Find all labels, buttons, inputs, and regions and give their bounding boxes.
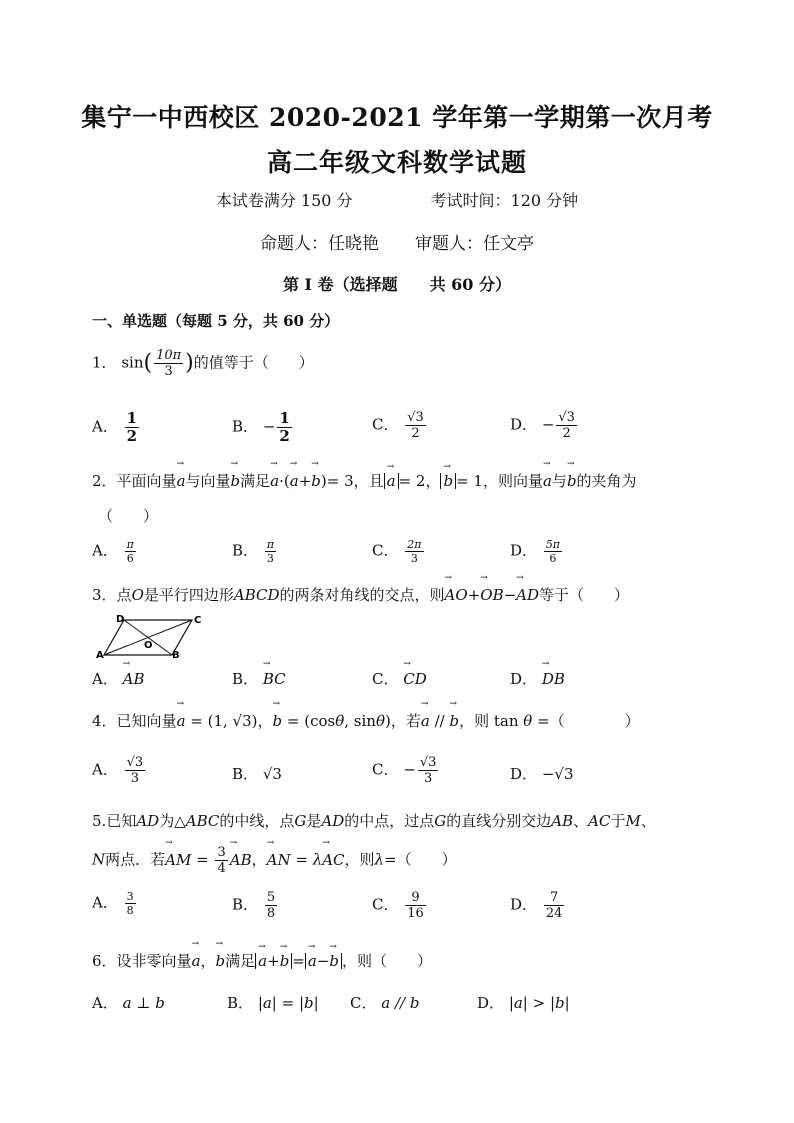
q6-option-a[interactable]: A． a ⊥ b: [92, 994, 165, 1012]
exam-time: 考试时间：120 分钟: [430, 191, 579, 210]
full-score: 本试卷满分 150 分: [215, 191, 353, 210]
question-setter: 命题人：任晓艳: [260, 234, 379, 254]
q3-option-c[interactable]: C． → CD: [372, 668, 427, 689]
q1-sin: sin: [121, 353, 144, 372]
question-3: 3．点O是平行四边形ABCD的两条对角线的交点，则→ AO+→ OB−→ AD等于（ ）: [92, 584, 629, 606]
vertex-b-label: B: [172, 650, 180, 660]
q5-option-a[interactable]: A． $\frac{3}{8}$: [92, 890, 134, 917]
q3-option-d[interactable]: D． → DB: [510, 668, 565, 689]
q4-option-c[interactable]: C． − $\frac{√3}{3}$: [372, 755, 437, 786]
exam-subtitle: 高二年级文科数学试题: [266, 148, 527, 177]
q1-option-c[interactable]: C． $\frac{√3}{2}$: [372, 410, 424, 441]
section-heading: 一、单选题（每题 5 分，共 60 分）: [92, 312, 340, 330]
question-4: 4．已知向量→ a = (1, √3)，→ b = (cosθ, sinθ)，若→ a // → b，则 tan θ =（ ）: [92, 710, 640, 732]
q2-option-b[interactable]: B． $\frac{\pi}{3}$: [232, 538, 275, 565]
question-2: 2．平面向量→ a与向量→ b满足→ a·(→ a+→ b)= 3，且→ a = 2，→ b = 1，则向量→ a与→ b的夹角为: [92, 470, 637, 492]
exam-authors: [0, 229, 794, 254]
q4-option-d[interactable]: D． −√3: [510, 765, 574, 783]
question-5: 5.已知AD为△ABC的中线，点G是AD的中点，过点G的直线分别交边AB、AC于M、: [92, 812, 656, 830]
q1-fraction: $\frac{10\pi}{3}$: [156, 348, 182, 379]
volume-heading: 第 I 卷（选择题 共 60 分）: [282, 275, 512, 294]
vertex-c-label: C: [194, 615, 202, 626]
question-5-line2: N两点．若→ AM = $\frac{3}{4}$ → AB，→ AN = λ→ AC，则λ=（ ）: [92, 845, 457, 876]
q2-option-a[interactable]: A． $\frac{\pi}{6}$: [92, 538, 134, 565]
q1-option-d[interactable]: D． − $\frac{√3}{2}$: [510, 410, 575, 441]
q6-option-b[interactable]: B． |a| = |b|: [227, 994, 319, 1012]
q4-option-b[interactable]: B． √3: [232, 765, 282, 783]
q5-option-b[interactable]: B． $\frac{5}{8}$: [232, 890, 276, 921]
parallelogram-figure: [96, 612, 206, 660]
q5-option-c[interactable]: C． $\frac{9}{16}$: [372, 890, 424, 921]
question-6: 6．设非零向量→ a，→ b满足→ a+→ b =→ a−→ b ，则（ ）: [92, 950, 432, 972]
q2-option-d[interactable]: D． $\frac{5\pi}{6}$: [510, 538, 561, 565]
vertex-a-label: A: [96, 650, 104, 660]
q3-option-b[interactable]: B． → BC: [232, 668, 286, 689]
q6-option-c[interactable]: C． a // b: [350, 994, 420, 1012]
q2-option-c[interactable]: C． $\frac{2\pi}{3}$: [372, 538, 422, 565]
q1-option-b[interactable]: B． − $\frac{1}{2}$: [232, 409, 290, 445]
exam-info: [0, 188, 794, 211]
question-reviewer: 审题人：任文亭: [415, 234, 534, 254]
q3-option-a[interactable]: A． → AB: [92, 668, 144, 689]
q1-stem-suffix: 的值等于（ ）: [193, 353, 314, 372]
question-1: 1． sin( $\frac{10\pi}{3}$ )的值等于（ ）: [92, 348, 314, 379]
q4-option-a[interactable]: A． $\frac{√3}{3}$: [92, 755, 144, 786]
q2-paren: （ ）: [98, 507, 159, 525]
exam-title: 集宁一中西校区 2020-2021 学年第一学期第一次月考: [81, 103, 713, 132]
q6-option-d[interactable]: D． |a| > |b|: [477, 994, 570, 1012]
center-o-label: O: [144, 640, 153, 651]
vertex-d-label: D: [116, 614, 125, 625]
q1-number: 1．: [92, 353, 117, 372]
q1-option-a[interactable]: A． $\frac{1}{2}$: [92, 409, 138, 445]
q5-option-d[interactable]: D． $\frac{7}{24}$: [510, 890, 563, 921]
